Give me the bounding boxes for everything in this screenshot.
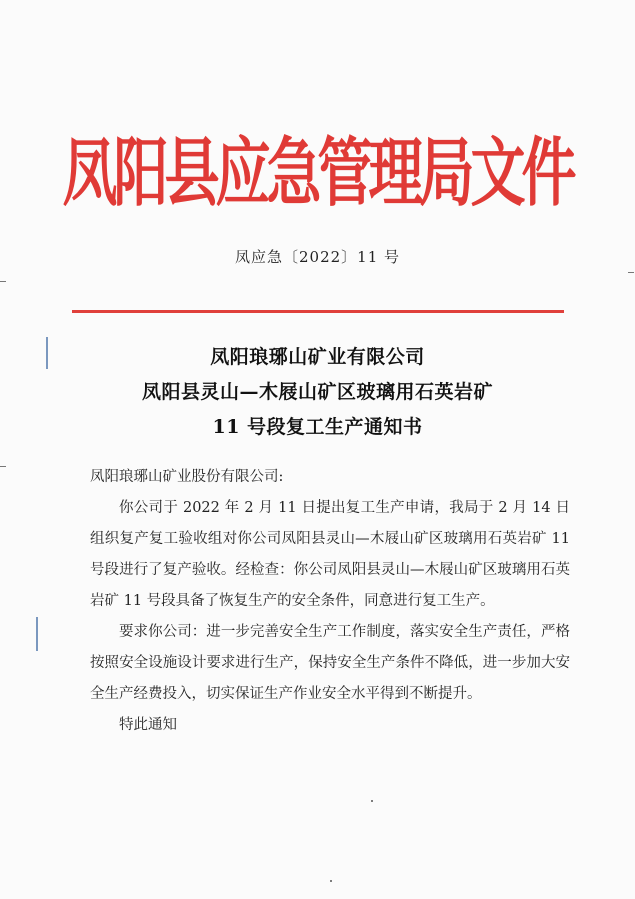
document-number: 凤应急〔2022〕11 号 bbox=[234, 248, 401, 266]
closing-line: 特此通知 bbox=[119, 717, 177, 733]
document-header-title: 凤阳县应急管理局文件 bbox=[62, 128, 573, 216]
notice-title-line-1: 凤阳琅琊山矿业有限公司 bbox=[210, 346, 425, 368]
scan-edge-mark bbox=[628, 272, 634, 273]
scan-edge-mark bbox=[0, 466, 6, 467]
notice-title bbox=[0, 340, 635, 445]
margin-pen-mark bbox=[36, 617, 38, 651]
scan-edge-mark bbox=[0, 281, 6, 282]
header-divider-rule bbox=[72, 310, 564, 313]
body-paragraph-1: 你公司于 2022 年 2 月 11 日提出复工生产申请，我局于 2 月 14 日组织复产复工验收组对你公司凤阳县灵山—木屐山矿区玻璃用石英岩矿 11 号段进行了复产验收。经检查：你公司凤阳县灵山—木屐山矿区玻璃用石英岩矿 11 号段具备了恢复生产的安全条件，同意进行复工生产。 bbox=[90, 500, 570, 609]
scan-speck bbox=[330, 880, 332, 882]
body-paragraph-2: 要求你公司：进一步完善安全生产工作制度，落实安全生产责任，严格按照安全设施设计要求进行生产，保持安全生产条件不降低，进一步加大安全生产经费投入，切实保证生产作业安全水平得到不断提升。 bbox=[90, 624, 570, 702]
salutation: 凤阳琅琊山矿业股份有限公司: bbox=[90, 469, 284, 485]
notice-title-line-2: 凤阳县灵山—木屐山矿区玻璃用石英岩矿 bbox=[141, 381, 493, 403]
notice-title-line-3: 11 号段复工生产通知书 bbox=[212, 416, 423, 438]
notice-body bbox=[90, 462, 570, 741]
scan-speck bbox=[371, 800, 373, 802]
